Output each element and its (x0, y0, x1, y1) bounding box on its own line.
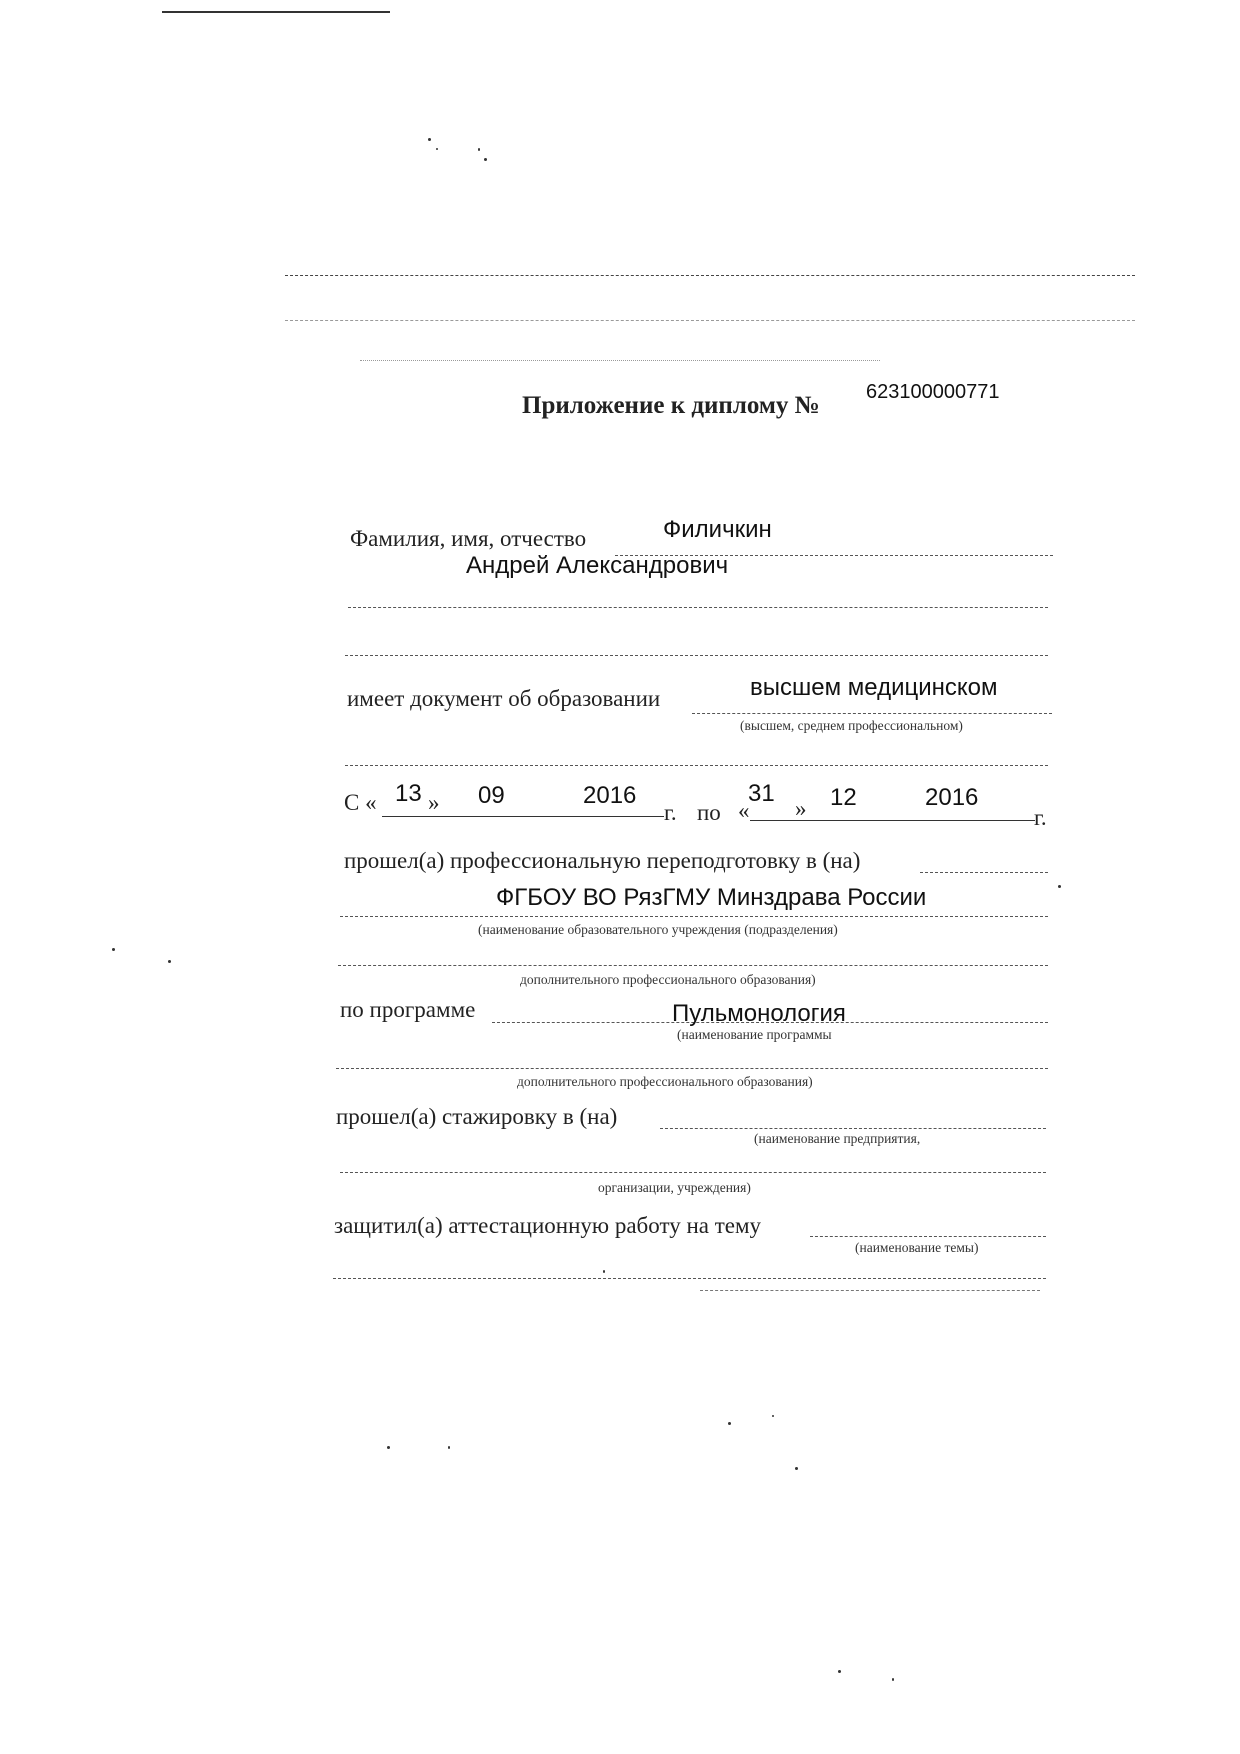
period-prefix: С « (344, 790, 377, 815)
retraining-hint-2: дополнительного профессионального образования) (520, 972, 816, 987)
period-start-month: 09 (478, 782, 505, 809)
period-end-month: 12 (830, 784, 857, 811)
program-hint-2: дополнительного профессионального образования) (517, 1074, 813, 1089)
thesis-label: защитил(а) аттестационную работу на тему (334, 1213, 762, 1238)
period-start-line (382, 816, 664, 817)
scan-speck (1058, 885, 1061, 888)
internship-line-2 (340, 1172, 1046, 1173)
education-line-2 (345, 765, 1048, 766)
period-end-year: 2016 (925, 784, 979, 811)
period-end-line (750, 820, 1035, 821)
retraining-label: прошел(а) профессиональную переподготовку в (на) (344, 848, 861, 873)
period-start-close: » (428, 790, 440, 815)
thesis-line-3 (700, 1290, 1040, 1291)
period-end-open: « (738, 798, 750, 823)
period-end-suffix: г. (1034, 805, 1047, 830)
education-value: высшем медицинском (750, 674, 998, 701)
thesis-hint: (наименование темы) (855, 1240, 979, 1255)
faded-header-line (285, 320, 1135, 321)
period-end-day: 31 (748, 780, 775, 807)
faded-header-line (360, 360, 880, 361)
scan-speck (603, 1270, 605, 1273)
scan-speck (168, 960, 171, 963)
program-label: по программе (340, 997, 476, 1022)
scan-speck (772, 1415, 774, 1417)
education-hint: (высшем, среднем профессиональном) (740, 718, 963, 733)
program-hint-1: (наименование программы (677, 1027, 832, 1042)
retraining-line-1 (340, 916, 1048, 917)
period-start-day: 13 (395, 780, 422, 807)
internship-hint-1: (наименование предприятия, (754, 1131, 921, 1146)
scan-speck (795, 1467, 798, 1470)
retraining-line-2 (338, 965, 1048, 966)
period-end-close: » (795, 796, 807, 821)
retraining-line-0 (920, 872, 1048, 873)
thesis-line-2 (333, 1278, 1046, 1279)
thesis-line (810, 1236, 1046, 1237)
program-value: Пульмонология (672, 1000, 846, 1027)
internship-hint-2: организации, учреждения) (598, 1180, 751, 1195)
scan-speck (436, 148, 438, 150)
period-year-suffix: г. (664, 800, 677, 825)
fio-line-2 (348, 607, 1048, 608)
scan-speck (728, 1422, 731, 1425)
fio-line-3 (345, 655, 1048, 656)
scan-speck (112, 948, 115, 951)
fio-name: Андрей Александрович (466, 552, 729, 579)
education-label: имеет документ об образовании (347, 686, 661, 711)
fio-surname: Филичкин (663, 516, 772, 543)
retraining-institution: ФГБОУ ВО РязГМУ Минздрава России (496, 884, 927, 911)
internship-line (660, 1128, 1046, 1129)
program-line-2 (336, 1068, 1048, 1069)
scan-speck (892, 1678, 894, 1681)
education-line (692, 713, 1052, 714)
scan-speck (428, 138, 431, 141)
internship-label: прошел(а) стажировку в (на) (336, 1104, 618, 1129)
scan-speck (478, 148, 480, 151)
fio-label: Фамилия, имя, отчество (350, 526, 587, 551)
scan-speck (448, 1446, 450, 1449)
document-title: Приложение к диплому № (522, 392, 820, 419)
period-start-year: 2016 (583, 782, 637, 809)
retraining-hint-1: (наименование образовательного учреждения (подразделения) (478, 922, 838, 937)
faded-header-line (285, 275, 1135, 276)
scan-artifact-line (162, 11, 390, 13)
scan-speck (484, 158, 487, 161)
scan-speck (387, 1446, 390, 1449)
diploma-number: 623100000771 (866, 381, 1000, 403)
scan-speck (838, 1670, 841, 1673)
period-to: по (697, 800, 721, 825)
